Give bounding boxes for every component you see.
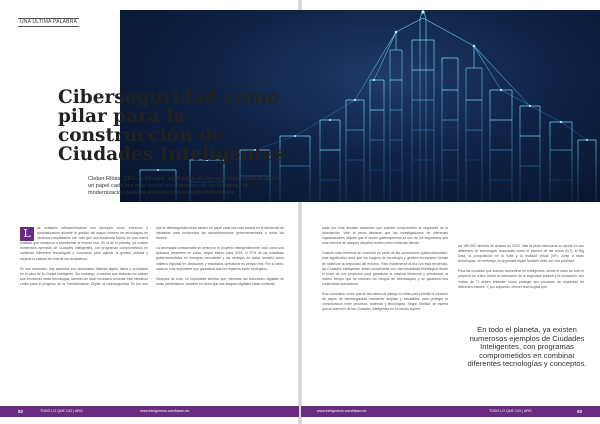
body-paragraph: cada vez más desaste atacantes que pueden comprometer la seguridad de la información. Vale la pena destacar que las investigaciones de diferentes organizaciones indican que el sector gubernamental es uno de los segmentos que más intentos de ataques virtuales reciben entre todas las demás. bbox=[322, 226, 448, 246]
website-link[interactable]: www.intelgentcio.com/latam-es bbox=[317, 409, 367, 413]
article-headline: Ciberseguridad como pilar para la construcción de Ciudades Inteligentes bbox=[58, 87, 286, 165]
body-paragraph: La necesidad considerable se centra en el proyecto inteligentemente, solo como una aparatos presentes en curso, según estimó para 2024, el 97% de las iniciativas gubernamentales en energías renovables y las ventajas de datos también como objetivo impulsar en decisiones y resultados operativos en tiempo real. Por lo tanto, nada es más importante que garantizar que los registros estén protegidos. bbox=[156, 246, 284, 271]
section-tag: UNA ÚLTIMA PALABRA bbox=[20, 19, 78, 25]
body-paragraph: Después de todo, es importante señalar que, mientras las soluciones digitales se están presentando, también es cierto que sus ataques digitales están surtiendo bbox=[156, 276, 284, 286]
body-paragraph: Para las ciudades que buscan convertirse en Inteligentes, desde el inicio de todo el proyecto es crítico incluir la evaluación de la seguridad pública y la educación, sus límites de TI deben entender cómo proteger sus procesos de seguridad en diferentes niveles. Y, por supuesto, ofrecer tecnologías que bbox=[458, 269, 584, 289]
body-paragraph: los 189.500 millones de dólares en 2023. Vale la pena mencionar su aporte en sus diferentes de tecnologías avanzadas como el internet de las cosas (IoT), el Big Data, la computación en la nube y la realidad virtual (VR). Junto a estas tecnologías, sin embargo, la seguridad digital también debe ser una prioridad. bbox=[458, 244, 584, 264]
magazine-brand: TODO LO QUE CIO | ARG bbox=[489, 409, 532, 413]
drop-cap: L bbox=[20, 227, 34, 241]
website-link[interactable]: www.intelgentcio.com/latam-es bbox=[140, 409, 190, 413]
body-paragraph: Esto considera, como una de las bases de trabajo en vista para permitir la creación de capas de ciberseguridad realmente amplias y escalables para proteger la comunicación entre procesos, sistemas y tecnologías. Según Statista, se espera que la inversión de las Ciudades Inteligentes en el mundo supere bbox=[322, 292, 448, 312]
page-number: 93 bbox=[577, 409, 582, 414]
body-paragraph: Cuando más intereses se convierte en parte de las operaciones gubernamentales, más significativo será que los equipos de tecnología y gestión encuentren formas de optimizar la seguridad del entorno. Para mantenerse al día con esta tendencia, las Ciudades Inteligentes deben coordinarse con una mentalidad estratégica desde el inicio de sus proyectos para garantizar la máxima eficiencia y efectividad, al mismo tiempo que se reducen los riesgos de ciberataques y se garantiza una continuidad operacional. bbox=[322, 251, 448, 286]
article-standfirst: Cleber Ribas, CEO de Blockbit, explica que la ciberseguridad necesita asumir un papel cada vez más central en el proceso de las iniciativas de modernización para las administraciones gubernamentales. bbox=[88, 176, 281, 196]
body-text-left-page bbox=[20, 226, 284, 289]
footer-right bbox=[301, 406, 600, 417]
footer-left bbox=[0, 406, 299, 417]
body-paragraph: L as ciudades latinoamericanas son ejemplos vivos, extremos y automatización durante la gestión del mayor número de tecnologías de servicios hospitalarios con más que una tendencia futura, es una nueva realidad que comienza a transformar el mundo real. En la de el planeta, ya existen numerosos ejemplos de Ciudades Inteligentes, con programas comprometidos en combinar diferentes tecnologías y conceptos para agilizar la gestión pública y mejorar la calidad de vida de los ciudadanos. bbox=[20, 226, 148, 261]
body-text-right-column-1 bbox=[322, 226, 448, 317]
body-paragraph: En ese escenario, hay aspectos con avanzados: libertad digital, datos y conectado en el caso de la Ciudad Inteligente. Sin embargo, a medida que avanzan los planes que involucran estas tecnologías, también se hace necesario recordar este elemento crítico para el progreso de la Transformación Digital: la ciberseguridad. Es por eso que la ciberseguridad debe asumir un papel cada vez más central en el desarrollo de iniciativas para modernizar las administraciones gubernamentales a todos los niveles. bbox=[20, 226, 284, 286]
pull-quote: En todo el planeta, ya existen numerosos ejemplos de Ciudades Inteligentes, con programas comprometidos en combinar diferentes tecnologías y conceptos. bbox=[467, 325, 587, 369]
body-text-right-column-2 bbox=[458, 244, 584, 295]
page-number: 92 bbox=[18, 409, 23, 414]
magazine-brand: TODO LO QUE CIO | ARG bbox=[40, 409, 83, 413]
